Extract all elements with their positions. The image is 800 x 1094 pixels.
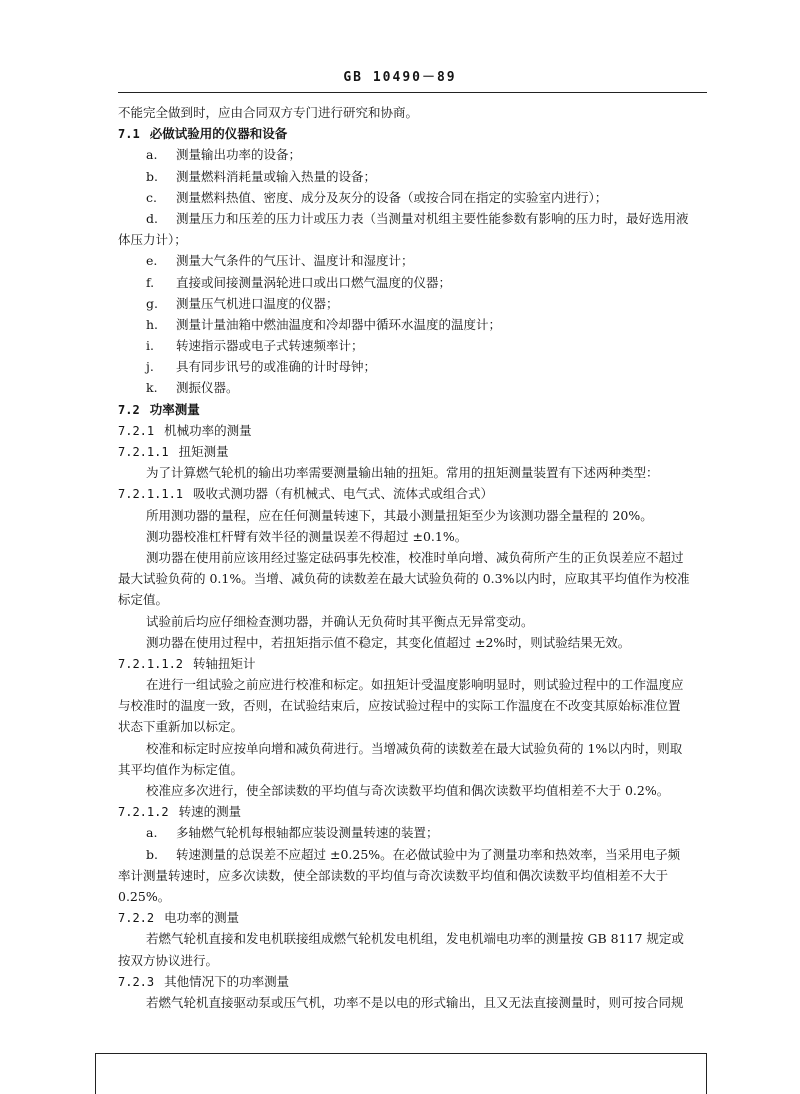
line-text: 转轴扭矩计	[193, 655, 256, 671]
text-line	[118, 462, 707, 483]
section-heading	[118, 441, 707, 462]
line-text: 转速指示器或电子式转速频率计；	[176, 338, 364, 354]
text-line	[118, 695, 707, 716]
text-line	[118, 992, 707, 1013]
line-text: 直接或间接测量涡轮进口或出口燃气温度的仪器；	[176, 274, 452, 290]
text-line	[118, 505, 707, 526]
list-item	[118, 293, 707, 314]
line-text: 校准和标定时应按单向增和减负荷进行。当增减负荷的读数差在最大试验负荷的 1%以内时，则取	[146, 740, 683, 756]
section-number: 7.2.1.1	[118, 445, 169, 459]
line-text: 转速测量的总误差不应超过 ±0.25%。在必做试验中为了测量功率和热效率，当采用电子频	[176, 846, 681, 862]
text-line	[118, 632, 707, 653]
line-text: 所用测功器的量程，应在任何测量转速下，其最小测量扭矩至少为该测功器全量程的 20%。	[146, 507, 653, 523]
line-text: 按双方协议进行。	[118, 952, 219, 968]
list-marker: e.	[146, 253, 158, 269]
line-text: 不能完全做到时，应由合同双方专门进行研究和协商。	[118, 105, 419, 120]
section-number: 7.2.1.1.1	[118, 487, 184, 502]
line-text: 与校准时的温度一致，否则，在试验结束后，应按试验过程中的实际工作温度在不改变其原始标准位置	[118, 698, 681, 714]
section-heading	[118, 123, 707, 144]
section-heading	[118, 971, 707, 992]
line-text: 吸收式测功器（有机械式、电气式、流体式或组合式）	[193, 486, 494, 502]
line-text: 其平均值作为标定值。	[118, 761, 244, 777]
section-heading	[118, 483, 707, 504]
text-line	[118, 865, 707, 886]
line-text: 测量压气机进口温度的仪器；	[176, 295, 339, 311]
line-text: 测量计量油箱中燃油温度和冷却器中循环水温度的温度计；	[176, 316, 502, 332]
text-line	[118, 780, 707, 801]
list-item	[118, 314, 707, 335]
header-rule	[118, 92, 707, 93]
line-text: 测量输出功率的设备；	[176, 147, 302, 163]
section-number: 7.2.3	[118, 974, 155, 989]
section-number: 7.1	[118, 127, 140, 142]
section-number: 7.2.1.1.2	[118, 656, 184, 671]
line-text: 体压力计）；	[118, 232, 187, 248]
line-text: 在进行一组试验之前应进行校准和标定。如扭矩计受温度影响明显时，则试验过程中的工作温度应	[146, 677, 684, 693]
list-marker: a.	[146, 825, 158, 841]
line-text: 转速的测量	[178, 804, 242, 820]
list-marker: a.	[146, 147, 158, 163]
list-item	[118, 822, 707, 843]
list-marker: j.	[146, 359, 154, 375]
section-heading	[118, 907, 707, 928]
list-marker: b.	[146, 168, 158, 184]
list-item	[118, 208, 707, 229]
list-marker: b.	[146, 846, 158, 862]
line-text: 测功器在使用过程中，若扭矩指示值不稳定，其变化值超过 ±2%时，则试验结果无效。	[146, 634, 631, 650]
section-number: 7.2	[118, 402, 140, 417]
list-item	[118, 187, 707, 208]
section-heading	[118, 653, 707, 674]
section-number: 7.2.1	[118, 423, 155, 438]
text-line	[118, 589, 707, 610]
line-text: 具有同步讯号的或准确的计时母钟；	[176, 359, 377, 375]
list-item	[118, 250, 707, 271]
line-text: 标定值。	[118, 592, 169, 608]
list-item	[118, 144, 707, 165]
text-line	[118, 547, 707, 568]
section-heading	[118, 801, 707, 822]
line-text: 必做试验用的仪器和设备	[149, 126, 288, 142]
list-item	[118, 272, 707, 293]
line-text: 0.25%。	[118, 888, 171, 904]
line-text: 机械功率的测量	[164, 422, 252, 438]
list-marker: c.	[146, 189, 157, 205]
list-marker: k.	[146, 380, 158, 396]
line-text: 若燃气轮机直接和发电机联接组成燃气轮机发电机组，发电机端电功率的测量按 GB 8117 规定或	[146, 931, 684, 947]
line-text: 多轴燃气轮机每根轴都应装设测量转速的装置；	[176, 825, 439, 841]
text-line	[118, 950, 707, 971]
list-item	[118, 356, 707, 377]
document-body	[118, 102, 707, 1013]
line-text: 测量压力和压差的压力计或压力表（当测量对机组主要性能参数有影响的压力时，最好选用液	[176, 210, 689, 226]
line-text: 功率测量	[149, 401, 200, 417]
text-line	[118, 229, 707, 250]
text-line	[118, 611, 707, 632]
line-text: 测功器校准杠杆臂有效半径的测量误差不得超过 ±0.1%。	[146, 528, 468, 544]
line-text: 测量燃料热值、密度、成分及灰分的设备（或按合同在指定的实验室内进行）；	[176, 189, 608, 205]
line-text: 若燃气轮机直接驱动泵或压气机，功率不是以电的形式输出，且又无法直接测量时，则可按合同规	[146, 994, 684, 1010]
section-number: 7.2.1.2	[118, 805, 169, 820]
section-heading	[118, 420, 707, 441]
list-item	[118, 844, 707, 865]
list-marker: h.	[146, 316, 159, 332]
text-line	[118, 568, 707, 589]
line-text: 率计测量转速时，应多次读数，使全部读数的平均值与奇次读数平均值和偶次读数平均值相差不大于	[118, 867, 669, 883]
text-line	[118, 674, 707, 695]
text-line	[118, 928, 707, 949]
line-text: 校准应多次进行，使全部读数的平均值与奇次读数平均值和偶次读数平均值相差不大于 0.2%。	[146, 783, 670, 798]
list-item	[118, 166, 707, 187]
list-item	[118, 335, 707, 356]
text-line	[118, 738, 707, 759]
list-marker: f.	[146, 274, 155, 290]
text-line	[118, 886, 707, 907]
list-marker: d.	[146, 210, 158, 226]
bottom-frame	[95, 1053, 707, 1094]
line-text: 测量燃料消耗量或输入热量的设备；	[176, 168, 377, 184]
list-marker: g.	[146, 295, 158, 311]
section-heading	[118, 399, 707, 420]
list-item	[118, 377, 707, 398]
list-marker: i.	[146, 338, 154, 354]
text-line	[118, 716, 707, 737]
text-line	[118, 102, 707, 123]
line-text: 测功器在使用前应该用经过鉴定砝码事先校准，校准时单向增、减负荷所产生的正负误差应不超过	[146, 549, 684, 565]
line-text: 试验前后均应仔细检查测功器，并确认无负荷时其平衡点无异常变动。	[146, 613, 534, 629]
line-text: 电功率的测量	[164, 910, 240, 926]
line-text: 最大试验负荷的 0.1%。当增、减负荷的读数差在最大试验负荷的 0.3%以内时，应取其平均值作为校准	[118, 571, 690, 587]
line-text: 扭矩测量	[178, 444, 229, 459]
line-text: 其他情况下的功率测量	[164, 973, 290, 989]
line-text: 为了计算燃气轮机的输出功率需要测量输出轴的扭矩。常用的扭矩测量装置有下述两种类型：	[146, 465, 659, 481]
text-line	[118, 759, 707, 780]
line-text: 状态下重新加以标定。	[118, 719, 244, 735]
page-header: GB 10490－89	[343, 70, 457, 85]
line-text: 测量大气条件的气压计、温度计和湿度计；	[176, 253, 414, 269]
text-line	[118, 526, 707, 547]
line-text: 测振仪器。	[176, 380, 239, 396]
section-number: 7.2.2	[118, 911, 155, 926]
